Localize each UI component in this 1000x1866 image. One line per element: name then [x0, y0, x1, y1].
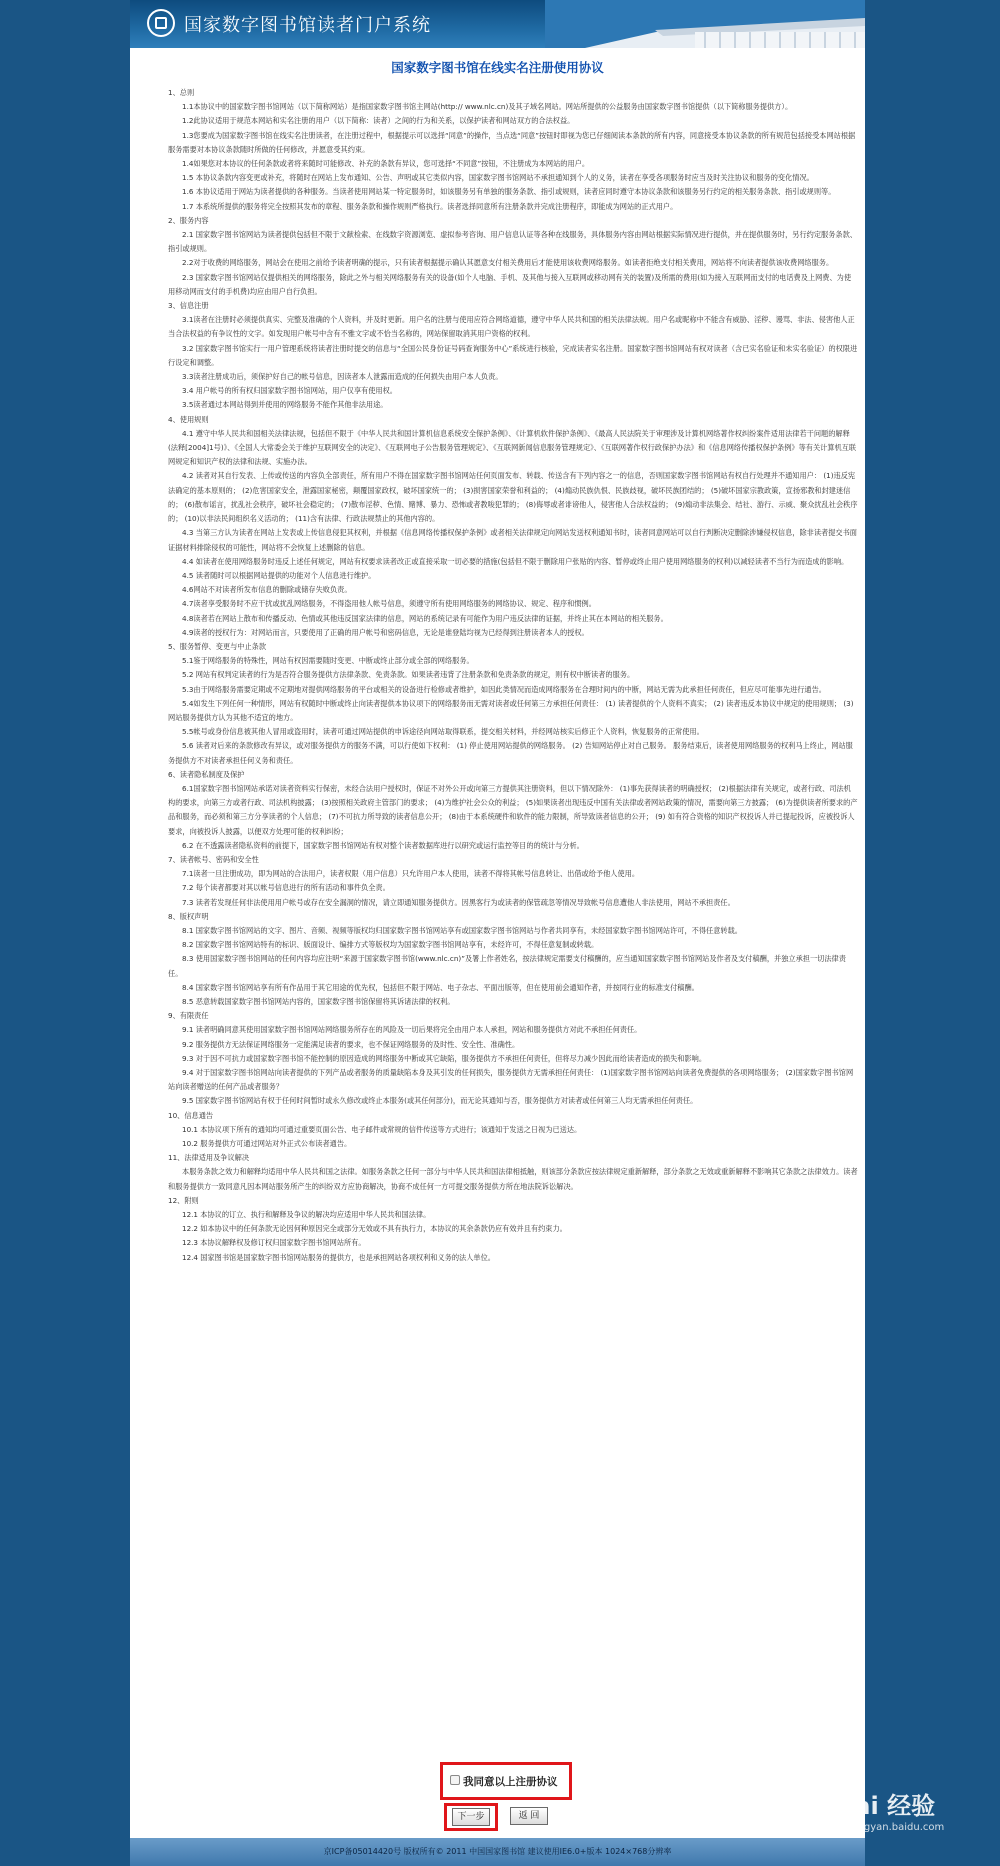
agreement-paragraph: 6.2 在不透露读者隐私资料的前提下，国家数字图书馆网站有权对整个读者数据库进行以研究或运行监控等目的的统计与分析。: [182, 840, 584, 850]
agreement-paragraph: 3.5读者通过本网站得到并使用的网络服务不能作其他非法用途。: [182, 400, 388, 410]
agreement-paragraph: 1.6 本协议适用于网站为读者提供的各种服务。当读者使用网站某一特定服务时，如该服务另有单独的服务条款、指引或规则，读者应同时遵守本协议条款和该服务另行约定的相关服务条款、指引或规则等。: [182, 187, 836, 197]
section-heading: 6、读者隐私制度及保护: [168, 769, 245, 779]
agreement-paragraph: 5.3由于网络服务需要定期或不定期地对提供网络服务的平台或相关的设备进行检修或者维护，如因此类情况而造成网络服务在合理时间内的中断，网站无需为此承担任何责任，但应尽可能事先进行通告。: [182, 684, 826, 694]
watermark-url: jingyan.baidu.com: [852, 1822, 945, 1833]
section-heading: 3、信息注册: [168, 301, 209, 311]
agreement-paragraph: 1.4如果您对本协议的任何条款或者将来随时可能修改、补充的条款有异议，您可选择“不同意”按钮，不注册成为本网站的用户。: [182, 159, 590, 169]
agreement-paragraph: 7.3 读者若发现任何非法使用用户帐号或存在安全漏洞的情况，请立即通知服务提供方。因黑客行为或读者的保管疏忽等情况导致帐号信息遭他人非法使用，网站不承担责任。: [182, 897, 735, 907]
agreement-paragraph: 3.2 国家数字图书馆实行一用户管理系统将读者注册时提交的信息与“全国公民身份证号码查询服务中心”系统进行核验，完成读者实名注册。国家数字图书馆网站有权对读者（含已实名验证和未实名验证）的权限进行设定和调整。: [168, 343, 858, 367]
agreement-paragraph: 4.9读者的授权行为：对网站而言，只要使用了正确的用户帐号和密码信息，无论是谁登陆均视为已经得到注册读者本人的授权。: [182, 627, 589, 637]
back-button[interactable]: 返 回: [510, 1807, 548, 1825]
agreement-paragraph: 7.1读者一旦注册成功，即为网站的合法用户，读者权限（用户信息）只允许用户本人使用，读者不得将其帐号信息转让、出借或给予他人使用。: [182, 869, 640, 879]
agreement-paragraph: 2.2对于收费的网络服务，网站会在使用之前给予读者明确的提示，只有读者根据提示确认其愿意支付相关费用后才能使用该收费网络服务。如读者拒绝支付相关费用，网站将不向读者提供该收费网络服务。: [182, 258, 834, 268]
agreement-paragraph: 2.3 国家数字图书馆网站仅提供相关的网络服务，除此之外与相关网络服务有关的设备(如个人电脑、手机、及其他与接入互联网或移动网有关的装置)及所需的费用(如为接入互联网而支付的电话费及上网费、为使用移动网而支付的手机费)均应由用户自行负担。: [168, 272, 852, 296]
next-button[interactable]: 下一步: [452, 1808, 490, 1826]
agreement-paragraph: 5.5帐号或身份信息被其他人冒用或盗用时，读者可通过网站提供的申诉途径向网站取得联系，提交相关材料，并经网站核实后修正个人资料，恢复服务的正常使用。: [182, 727, 704, 737]
agreement-paragraph: 6.1国家数字图书馆网站承诺对读者资料实行保密，未经合法用户授权时，保证不对外公开或向第三方提供其注册资料，但以下情况除外： (1)事先获得读者的明确授权； (2)根据法律有关规定，或者行政、司法机构的要求，向第三方或者行政、司法机构披露； (3)按照相关政府主管部门的要求； (4)为维护社会公众的利益； (5)如果读者出现违反中国有关法律或者网站政策的情况，需要向第三方披露； (6)为提供读者所要求的产品和服务，而必须和第三方分享读者的个人信息； (7)不可抗力所导致的读者信息公开； (8)由于本系统硬件和软件的能力限制，所导致读者信息的公开； (9) 如有符合资格的知识产权投诉人并已提起投诉，应被投诉人要求，向被投诉人披露，以便双方处理可能的权利纠纷；: [168, 783, 858, 836]
agreement-body: [168, 86, 858, 1722]
agreement-paragraph: 9.5 国家数字图书馆网站有权于任何时间暂时或永久修改或终止本服务(或其任何部分)，而无论其通知与否，服务提供方对读者或任何第三人均无需承担任何责任。: [182, 1096, 698, 1106]
agreement-paragraph: 9.1 读者明确同意其使用国家数字图书馆网站网络服务所存在的风险及一切后果将完全由用户本人承担，网站和服务提供方对此不承担任何责任。: [182, 1025, 642, 1035]
agreement-paragraph: 12.4 国家图书馆是国家数字图书馆网站服务的提供方，也是承担网站各项权利和义务的法人单位。: [182, 1252, 495, 1262]
agreement-title: 国家数字图书馆在线实名注册使用协议: [391, 60, 604, 75]
agreement-paragraph: 5.4如发生下列任何一种情形，网站有权随时中断或终止向读者提供本协议项下的网络服务而无需对读者或任何第三方承担任何责任： (1) 读者提供的个人资料不真实； (2) 读者违反本协议中规定的使用规则； (3) 网站服务提供方认为其他不适宜的地方。: [168, 698, 854, 722]
agree-highlight-box: [440, 1762, 572, 1800]
section-heading: 5、服务暂停、变更与中止条款: [168, 641, 267, 651]
agreement-paragraph: 3.1读者在注册时必须提供真实、完整及准确的个人资料，并及时更新。用户名的注册与使用应符合网络道德，遵守中华人民共和国的相关法律法规。用户名或昵称中不能含有威胁、淫秽、谩骂、非法、侵害他人正当合法权益的有争议性的文字。如发现用户帐号中含有不雅文字或不恰当名称的，网站保留取消其用户资格的权利。: [168, 315, 855, 339]
agree-label[interactable]: 我同意以上注册协议: [463, 1776, 558, 1788]
agreement-paragraph: 8.5 恶意转载国家数字图书馆网站内容的，国家数字图书馆保留将其诉诸法律的权利。: [182, 997, 455, 1006]
agreement-paragraph: 7.2 每个读者都要对其以帐号信息进行的所有活动和事件负全责。: [182, 883, 390, 893]
agreement-paragraph: 4.2 读者对其自行发表、上传或传送的内容负全部责任，所有用户不得在国家数字图书馆网站任何页面发布、转载、传送含有下列内容之一的信息，否则国家数字图书馆网站有权自行处理并不通知用户： (1)违反宪法确定的基本原则的； (2)危害国家安全，泄露国家秘密，颠覆国家政权，破坏国家统一的； (3)损害国家荣誉和利益的； (4)煽动民族仇恨、民族歧视，破坏民族团结的； (5)破坏国家宗教政策，宣扬邪教和封建迷信的； (6)散布谣言，扰乱社会秩序，破坏社会稳定的； (7)散布淫秽、色情、赌博、暴力、恐怖或者教唆犯罪的； (8)侮辱或者诽谤他人，侵害他人合法权益的； (9)煽动非法集会、结社、游行、示威、聚众扰乱社会秩序的； (10)以非法民间组织名义活动的； (11)含有法律、行政法规禁止的其他内容的。: [168, 471, 858, 524]
section-heading: 7、读者帐号、密码和安全性: [168, 854, 259, 864]
section-heading: 1、总则: [168, 88, 195, 97]
agreement-paragraph: 1.7 本系统所提供的服务将完全按照其发布的章程、服务条款和操作规则严格执行。读者选择同意所有注册条款并完成注册程序，即能成为网站的正式用户。: [182, 201, 678, 211]
agreement-paragraph: 1.1本协议中的国家数字图书馆网站（以下简称网站）是指国家数字图书馆主网站(http:// www.nlc.cn)及其子域名网站。网站所提供的公益服务由国家数字图书馆提供（以下简称服务提供方）。: [182, 102, 793, 112]
section-heading: 12、附则: [168, 1195, 199, 1205]
agreement-paragraph: 9.4 对于国家数字图书馆网站向读者提供的下列产品或者服务的质量缺陷本身及其引发的任何损失，服务提供方无需承担任何责任： (1)国家数字图书馆网站向读者免费提供的各项网络服务； (2)国家数字图书馆网站向读者赠送的任何产品或者服务？: [168, 1068, 854, 1092]
section-heading: 9、有限责任: [168, 1011, 209, 1021]
library-logo-icon: [147, 9, 175, 37]
agreement-paragraph: 2.1 国家数字图书馆网站为读者提供包括但不限于文献检索、在线数字资源浏览、虚拟参考咨询、用户信息认证等各种在线服务，具体服务内容由网站根据实际情况进行提供，并在提供服务时，另行约定服务条款、指引或规则。: [168, 230, 857, 254]
page-frame: [130, 0, 865, 1866]
agreement-paragraph: 1.5 本协议条款内容变更或补充，将随时在网站上发布通知、公告、声明或其它类似内容，国家数字图书馆网站不承担通知到个人的义务，读者在享受各项服务时应当及时关注协议和服务的变化情况。: [182, 173, 814, 183]
agreement-paragraph: 4.3 当第三方认为读者在网站上发表或上传信息侵犯其权利，并根据《信息网络传播权保护条例》或者相关法律规定向网站发送权利通知书时，读者同意网站可以自行判断决定删除涉嫌侵权信息，除非读者提交书面证据材料排除侵权的可能性，网站将不会恢复上述删除的信息。: [168, 528, 857, 552]
agreement-paragraph: 4.1 遵守中华人民共和国相关法律法规，包括但不限于《中华人民共和国计算机信息系统安全保护条例》、《计算机软件保护条例》、《最高人民法院关于审理涉及计算机网络著作权纠纷案件适用法律若干问题的解释(法释[2004]1号)》、《全国人大常委会关于维护互联网安全的决定》、《互联网电子公告服务管理规定》、《互联网新闻信息服务管理规定》、《互联网著作权行政保护办法》和《信息网络传播权保护条例》等有关计算机互联网规定和知识产权的法律和法规、实施办法。: [168, 428, 857, 467]
section-heading: 10、信息通告: [168, 1110, 214, 1120]
next-highlight-box: [444, 1803, 498, 1831]
agreement-paragraph: 12.1 本协议的订立、执行和解释及争议的解决均应适用中华人民共和国法律。: [182, 1210, 431, 1220]
agreement-paragraph: 5.2 网站有权判定读者的行为是否符合服务提供方法律条款、免责条款。如果读者违背了注册条款和免责条款的规定，则有权中断读者的服务。: [182, 670, 635, 680]
section-heading: 11、法律适用及争议解决: [168, 1153, 250, 1163]
section-heading: 8、版权声明: [168, 911, 209, 921]
agreement-paragraph: 12.3 本协议解释权及修订权归国家数字图书馆网站所有。: [182, 1238, 366, 1248]
watermark-brand: Bai 经验: [836, 1792, 936, 1820]
agreement-paragraph: 4.8读者若在网站上散布和传播反动、色情或其他违反国家法律的信息，网站的系统记录有可能作为用户违反法律的证据，并终止其在本网站的相关服务。: [182, 613, 668, 623]
agreement-paragraph: 5.6 读者对后来的条款修改有异议，或对服务提供方的服务不满，可以行使如下权利： (1) 停止使用网站提供的网络服务。 (2) 告知网站停止对自己服务。 服务结束后，读者使用网络服务的权利马上终止，网站服务提供方不对读者承担任何义务和责任。: [168, 741, 853, 765]
agreement-paragraph: 4.5 读者随时可以根据网站提供的功能对个人信息进行维护。: [182, 570, 376, 580]
baidu-watermark: [770, 1778, 980, 1850]
agreement-paragraph: 10.2 服务提供方可通过网站对外正式公布读者通告。: [182, 1139, 352, 1149]
agreement-paragraph: 8.1 国家数字图书馆网站的文字、图片、音频、视频等版权均归国家数字图书馆网站享有或国家数字图书馆网站与作者共同享有，未经国家数字图书馆网站许可，不得任意转载。: [182, 925, 742, 935]
agreement-paragraph: 1.2此协议适用于规范本网站和实名注册的用户（以下简称：读者）之间的行为和关系，以保护读者和网站双方的合法权益。: [182, 116, 575, 126]
agreement-paragraph: 本服务条款之效力和解释均适用中华人民共和国之法律。如服务条款之任何一部分与中华人民共和国法律相抵触，则该部分条款应按法律规定重新解释，部分条款之无效或重新解释不影响其它条款之法律效力。读者和服务提供方一致同意凡因本网站服务所产生的纠纷双方应协商解决，协商不成任何一方可提交服务提供方所在地法院诉讼解决。: [168, 1167, 858, 1191]
agreement-paragraph: 9.3 对于因不可抗力或国家数字图书馆不能控制的原因造成的网络服务中断或其它缺陷，服务提供方不承担任何责任，但将尽力减少因此而给读者造成的损失和影响。: [182, 1053, 707, 1063]
site-title: 国家数字图书馆读者门户系统: [184, 15, 431, 36]
agreement-paragraph: 1.3您要成为国家数字图书馆在线实名注册读者，在注册过程中，根据提示可以选择“同意”的操作，当点选“同意”按钮时即视为您已仔细阅读本条款的所有内容，同意接受本协议条款的所有规范包括接受本网站根据服务需要对本协议条款随时所做的任何修改，并愿意受其约束。: [168, 130, 856, 154]
agreement-paragraph: 8.2 国家数字图书馆网站特有的标识、版面设计、编排方式等版权均为国家数字图书馆网站享有，未经许可，不得任意复制或转载。: [182, 940, 599, 950]
agreement-paragraph: 4.6网站不对读者所发布信息的删除或储存失败负责。: [182, 585, 352, 595]
agreement-paragraph: 5.1鉴于网络服务的特殊性，网站有权因需要随时变更、中断或终止部分或全部的网络服务。: [182, 656, 474, 666]
site-header: [130, 0, 865, 48]
agreement-paragraph: 9.2 服务提供方无法保证网络服务一定能满足读者的要求，也不保证网络服务的及时性、安全性、准确性。: [182, 1039, 520, 1049]
agreement-paragraph: 3.4 用户帐号的所有权归国家数字图书馆网站，用户仅享有使用权。: [182, 386, 397, 396]
library-building-banner-icon: [545, 0, 865, 48]
agreement-paragraph: 10.1 本协议项下所有的通知均可通过重要页面公告、电子邮件或常规的信件传送等方式进行；该通知于发送之日视为已送达。: [182, 1124, 582, 1134]
baidu-paw-icon: [774, 1782, 834, 1826]
agreement-paragraph: 12.2 如本协议中的任何条款无论因何种原因完全或部分无效或不具有执行力，本协议的其余条款仍应有效并且有约束力。: [182, 1224, 567, 1234]
agreement-paragraph: 3.3读者注册成功后，须保护好自己的帐号信息，因读者本人泄露而造成的任何损失由用户本人负责。: [182, 372, 503, 382]
agreement-paragraph: 8.4 国家数字图书馆网站享有所有作品用于其它用途的优先权，包括但不限于网站、电子杂志、平面出版等，但在使用前会通知作者，并按同行业的标准支付稿酬。: [182, 982, 699, 992]
agreement-paragraph: 4.7读者享受服务时不应干扰或扰乱网络服务，不得盗用他人帐号信息，须遵守所有使用网络服务的网络协议、规定、程序和惯例。: [182, 599, 596, 609]
agree-checkbox[interactable]: [450, 1775, 460, 1785]
footer: 京ICP备05014420号 版权所有© 2011 中国国家图书馆 建议使用IE6.0+版本 1024×768分辨率: [130, 1838, 865, 1866]
agreement-paragraph: 8.3 使用国家数字图书馆网站的任何内容均应注明“来源于国家数字图书馆(www.nlc.cn)”及署上作者姓名，按法律规定需要支付稿酬的，应当通知国家数字图书馆网站及作者及支付稿酬，并独立承担一切法律责任。: [168, 954, 846, 978]
section-heading: 2、服务内容: [168, 215, 209, 225]
section-heading: 4、使用规则: [168, 414, 209, 424]
agreement-paragraph: 4.4 如读者在使用网络服务时违反上述任何规定，网站有权要求读者改正或直接采取一切必要的措施(包括但不限于删除用户张贴的内容、暂停或终止用户使用网络服务的权利)以减轻读者不当行为而造成的影响。: [182, 556, 849, 566]
